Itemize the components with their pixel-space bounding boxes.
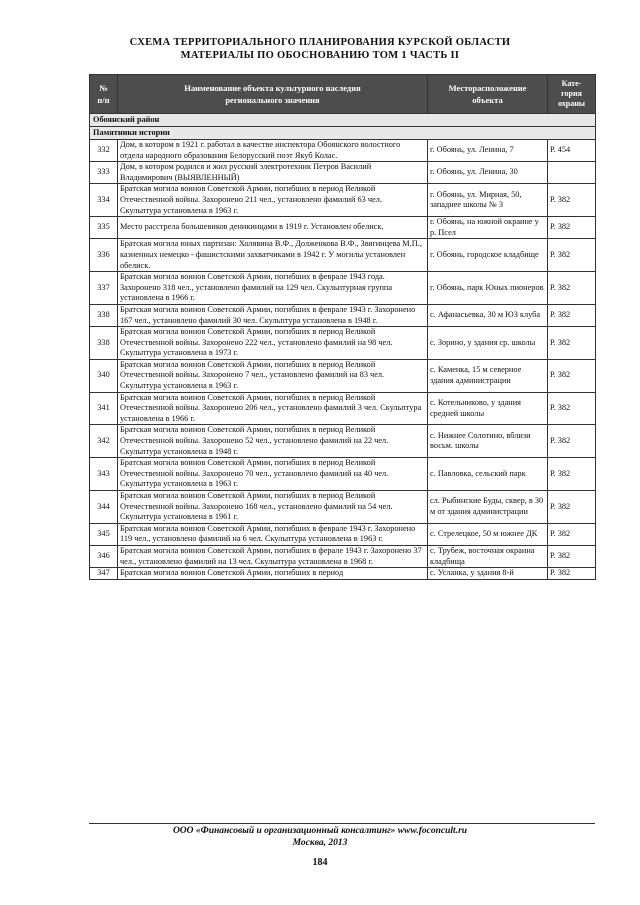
cell-category: Р. 382: [548, 217, 596, 239]
page-number: 184: [312, 857, 328, 868]
cell-object-name: Братская могила воинов Советской Армии, погибших в период Великой Отечественной войны. Захоронено 7 чел., установлено фамилий на 83 чел. Скульптура установлена в 1963 г.: [118, 359, 428, 392]
table-row: [90, 523, 596, 545]
cell-category: Р. 382: [548, 304, 596, 326]
table-row: [90, 425, 596, 458]
cell-number: 346: [90, 545, 118, 567]
col-header-name: Наименование объекта культурного наследия регионального значения: [118, 75, 428, 114]
table-header-row: [90, 75, 596, 114]
table-row: [90, 140, 596, 162]
cell-location: сл. Рыбинские Буды, сквер, в 30 м от здания администрации: [428, 491, 548, 524]
cell-category: Р. 382: [548, 425, 596, 458]
cell-category: Р. 382: [548, 491, 596, 524]
cell-number: 335: [90, 217, 118, 239]
cell-category: Р. 382: [548, 272, 596, 305]
district-label: Обоянский район: [90, 114, 596, 127]
cell-category: Р. 382: [548, 239, 596, 272]
footer-city: Москва, 2013: [292, 838, 348, 848]
cell-object-name: Дом, в котором родился и жил русский электротехник Петров Василий Владимирович (ВЫЯВЛЕННЫЙ): [118, 162, 428, 184]
table-row: [90, 327, 596, 360]
category-row: [90, 127, 596, 140]
cell-category: Р. 382: [548, 392, 596, 425]
cell-number: 343: [90, 458, 118, 491]
table-row: [90, 392, 596, 425]
cell-object-name: Братская могила воинов Советской Армии, погибших в феврале 1943 г. Захоронено 119 чел., установлено фамилий на 6 чел. Скульптура установлена в 1963 г.: [118, 523, 428, 545]
cell-number: 338: [90, 327, 118, 360]
cell-location: с. Афанасьевка, 30 м ЮЗ клуба: [428, 304, 548, 326]
cell-location: г. Обоянь, городское кладбище: [428, 239, 548, 272]
col-header-number: № п/п: [90, 75, 118, 114]
footer-divider: [89, 823, 595, 824]
table-row: [90, 304, 596, 326]
table-row: [90, 272, 596, 305]
cell-number: 341: [90, 392, 118, 425]
cell-location: с. Нижнее Солотино, вблизи восьм. школы: [428, 425, 548, 458]
table-row: [90, 491, 596, 524]
heritage-objects-table: [89, 74, 596, 580]
table-row: [90, 217, 596, 239]
cell-category: Р. 382: [548, 458, 596, 491]
table-row: [90, 568, 596, 580]
cell-category: Р. 382: [548, 545, 596, 567]
cell-number: 345: [90, 523, 118, 545]
cell-object-name: Братская могила воинов Советской Армии, погибших в период Великой Отечественной войны. Захоронено 52 чел., установлено фамилий на 22 чел. Скульптура установлена в 1948 г.: [118, 425, 428, 458]
cell-object-name: Братская могила воинов Советской Армии, погибших в период: [118, 568, 428, 580]
cell-location: г. Обоянь, ул. Ленина, 7: [428, 140, 548, 162]
col-header-location: Месторасположение объекта: [428, 75, 548, 114]
table-row: [90, 359, 596, 392]
cell-location: с. Котельниково, у здания средней школы: [428, 392, 548, 425]
document-header: [0, 36, 640, 62]
cell-location: г. Обоянь, на южной окраине у р. Псел: [428, 217, 548, 239]
table-row: [90, 162, 596, 184]
cell-category: Р. 382: [548, 359, 596, 392]
cell-object-name: Братская могила воинов Советской Армии, погибших в период Великой Отечественной войны. Захоронено 222 чел., установлено фамилий на 98 чел. Скульптура установлена в 1973 г.: [118, 327, 428, 360]
cell-location: с. Зорино, у здания ср. школы: [428, 327, 548, 360]
cell-number: 336: [90, 239, 118, 272]
cell-number: 334: [90, 184, 118, 217]
cell-location: с. Стрелецкое, 50 м южнее ДК: [428, 523, 548, 545]
cell-location: с. Трубеж, восточная окраина кладбища: [428, 545, 548, 567]
cell-object-name: Дом, в котором в 1921 г. работал в качестве инспектора Обоянского волостного отдела народного образования Белорусский поэт Якуб Колас.: [118, 140, 428, 162]
cell-object-name: Братская могила воинов Советской Армии, погибших в период Великой Отечественной войны. Захоронено 211 чел., установлено фамилий 63 чел. Скульптура установлена в 1963 г.: [118, 184, 428, 217]
cell-category: Р. 382: [548, 327, 596, 360]
cell-location: г. Обоянь, ул. Мирная, 50, западнее школы № 3: [428, 184, 548, 217]
footer-company: ООО «Финансовый и организационный консалтинг» www.foconcult.ru: [172, 826, 468, 836]
cell-number: 338: [90, 304, 118, 326]
table-row: [90, 184, 596, 217]
cell-number: 340: [90, 359, 118, 392]
header-subtitle: МАТЕРИАЛЫ ПО ОБОСНОВАНИЮ ТОМ 1 ЧАСТЬ II: [180, 50, 460, 61]
cell-number: 333: [90, 162, 118, 184]
cell-object-name: Братская могила воинов Советской Армии, погибших в период Великой Отечественной войны. Захоронено 70 чел., установлено фамилий на 40 чел. Скульптура установлена в 1963 г.: [118, 458, 428, 491]
table-row: [90, 545, 596, 567]
page-footer: [0, 825, 640, 849]
cell-category: [548, 162, 596, 184]
cell-number: 342: [90, 425, 118, 458]
cell-location: г. Обоянь, парк Юных пионеров: [428, 272, 548, 305]
table-row: [90, 458, 596, 491]
cell-location: г. Обоянь, ул. Ленина, 30: [428, 162, 548, 184]
cell-location: с. Усланка, у здания 8-й: [428, 568, 548, 580]
district-row: [90, 114, 596, 127]
cell-object-name: Братская могила воинов Советской Армии, погибших в феврале 1943 года. Захоронено 318 чел., установлено фамилий на 129 чел. Скульптурная группа установлена в 1966 г.: [118, 272, 428, 305]
cell-number: 332: [90, 140, 118, 162]
cell-category: Р. 382: [548, 523, 596, 545]
cell-object-name: Братская могила воинов Советской Армии, погибших в период Великой Отечественной войны. Захоронено 168 чел., установлено фамилий на 54 чел. Скульптура установлена в 1961 г.: [118, 491, 428, 524]
cell-number: 347: [90, 568, 118, 580]
cell-category: Р. 454: [548, 140, 596, 162]
cell-category: Р. 382: [548, 184, 596, 217]
cell-object-name: Братская могила юных партизан: Холявина В.Ф., Долженкова В.Ф., Звягинцева М.П., казненных немецко - фашистскими захватчиками в 1942 г. У могилы установлен обелиск.: [118, 239, 428, 272]
category-label: Памятники истории: [90, 127, 596, 140]
cell-object-name: Место расстрела большевиков деникинцами в 1919 г. Установлен обелиск.: [118, 217, 428, 239]
cell-location: с. Каменка, 15 м северное здания администрации: [428, 359, 548, 392]
col-header-category: Кате- гория охраны: [548, 75, 596, 114]
cell-category: Р. 382: [548, 568, 596, 580]
cell-object-name: Братская могила воинов Советской Армии, погибших в период Великой Отечественной войны. Захоронено 206 чел., установлено фамилий 3 чел. Скульптура установлена в 1966 г.: [118, 392, 428, 425]
cell-number: 344: [90, 491, 118, 524]
cell-number: 337: [90, 272, 118, 305]
cell-object-name: Братская могила воинов Советской Армии, погибших в ферале 1943 г. Захоронено 37 чел., установлено фамилий на 13 чел. Скульптура установлена в 1968 г.: [118, 545, 428, 567]
header-title: СХЕМА ТЕРРИТОРИАЛЬНОГО ПЛАНИРОВАНИЯ КУРСКОЙ ОБЛАСТИ: [129, 37, 511, 48]
cell-location: с. Павловка, сельский парк: [428, 458, 548, 491]
cell-object-name: Братская могила воинов Советской Армии, погибших в феврале 1943 г. Захоронено 167 чел., установлено фамилий 30 чел. Скульптура установлена в 1948 г.: [118, 304, 428, 326]
table-row: [90, 239, 596, 272]
